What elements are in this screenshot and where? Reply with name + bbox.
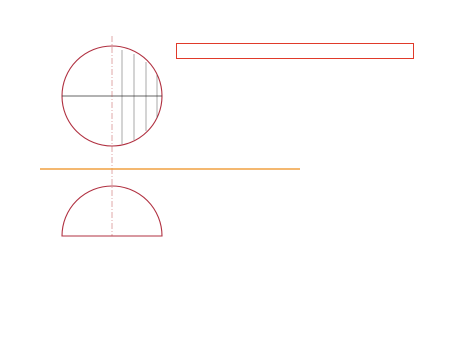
top-view: [62, 36, 162, 236]
projector-lines: [122, 50, 157, 144]
subtitle-box: [176, 43, 414, 59]
